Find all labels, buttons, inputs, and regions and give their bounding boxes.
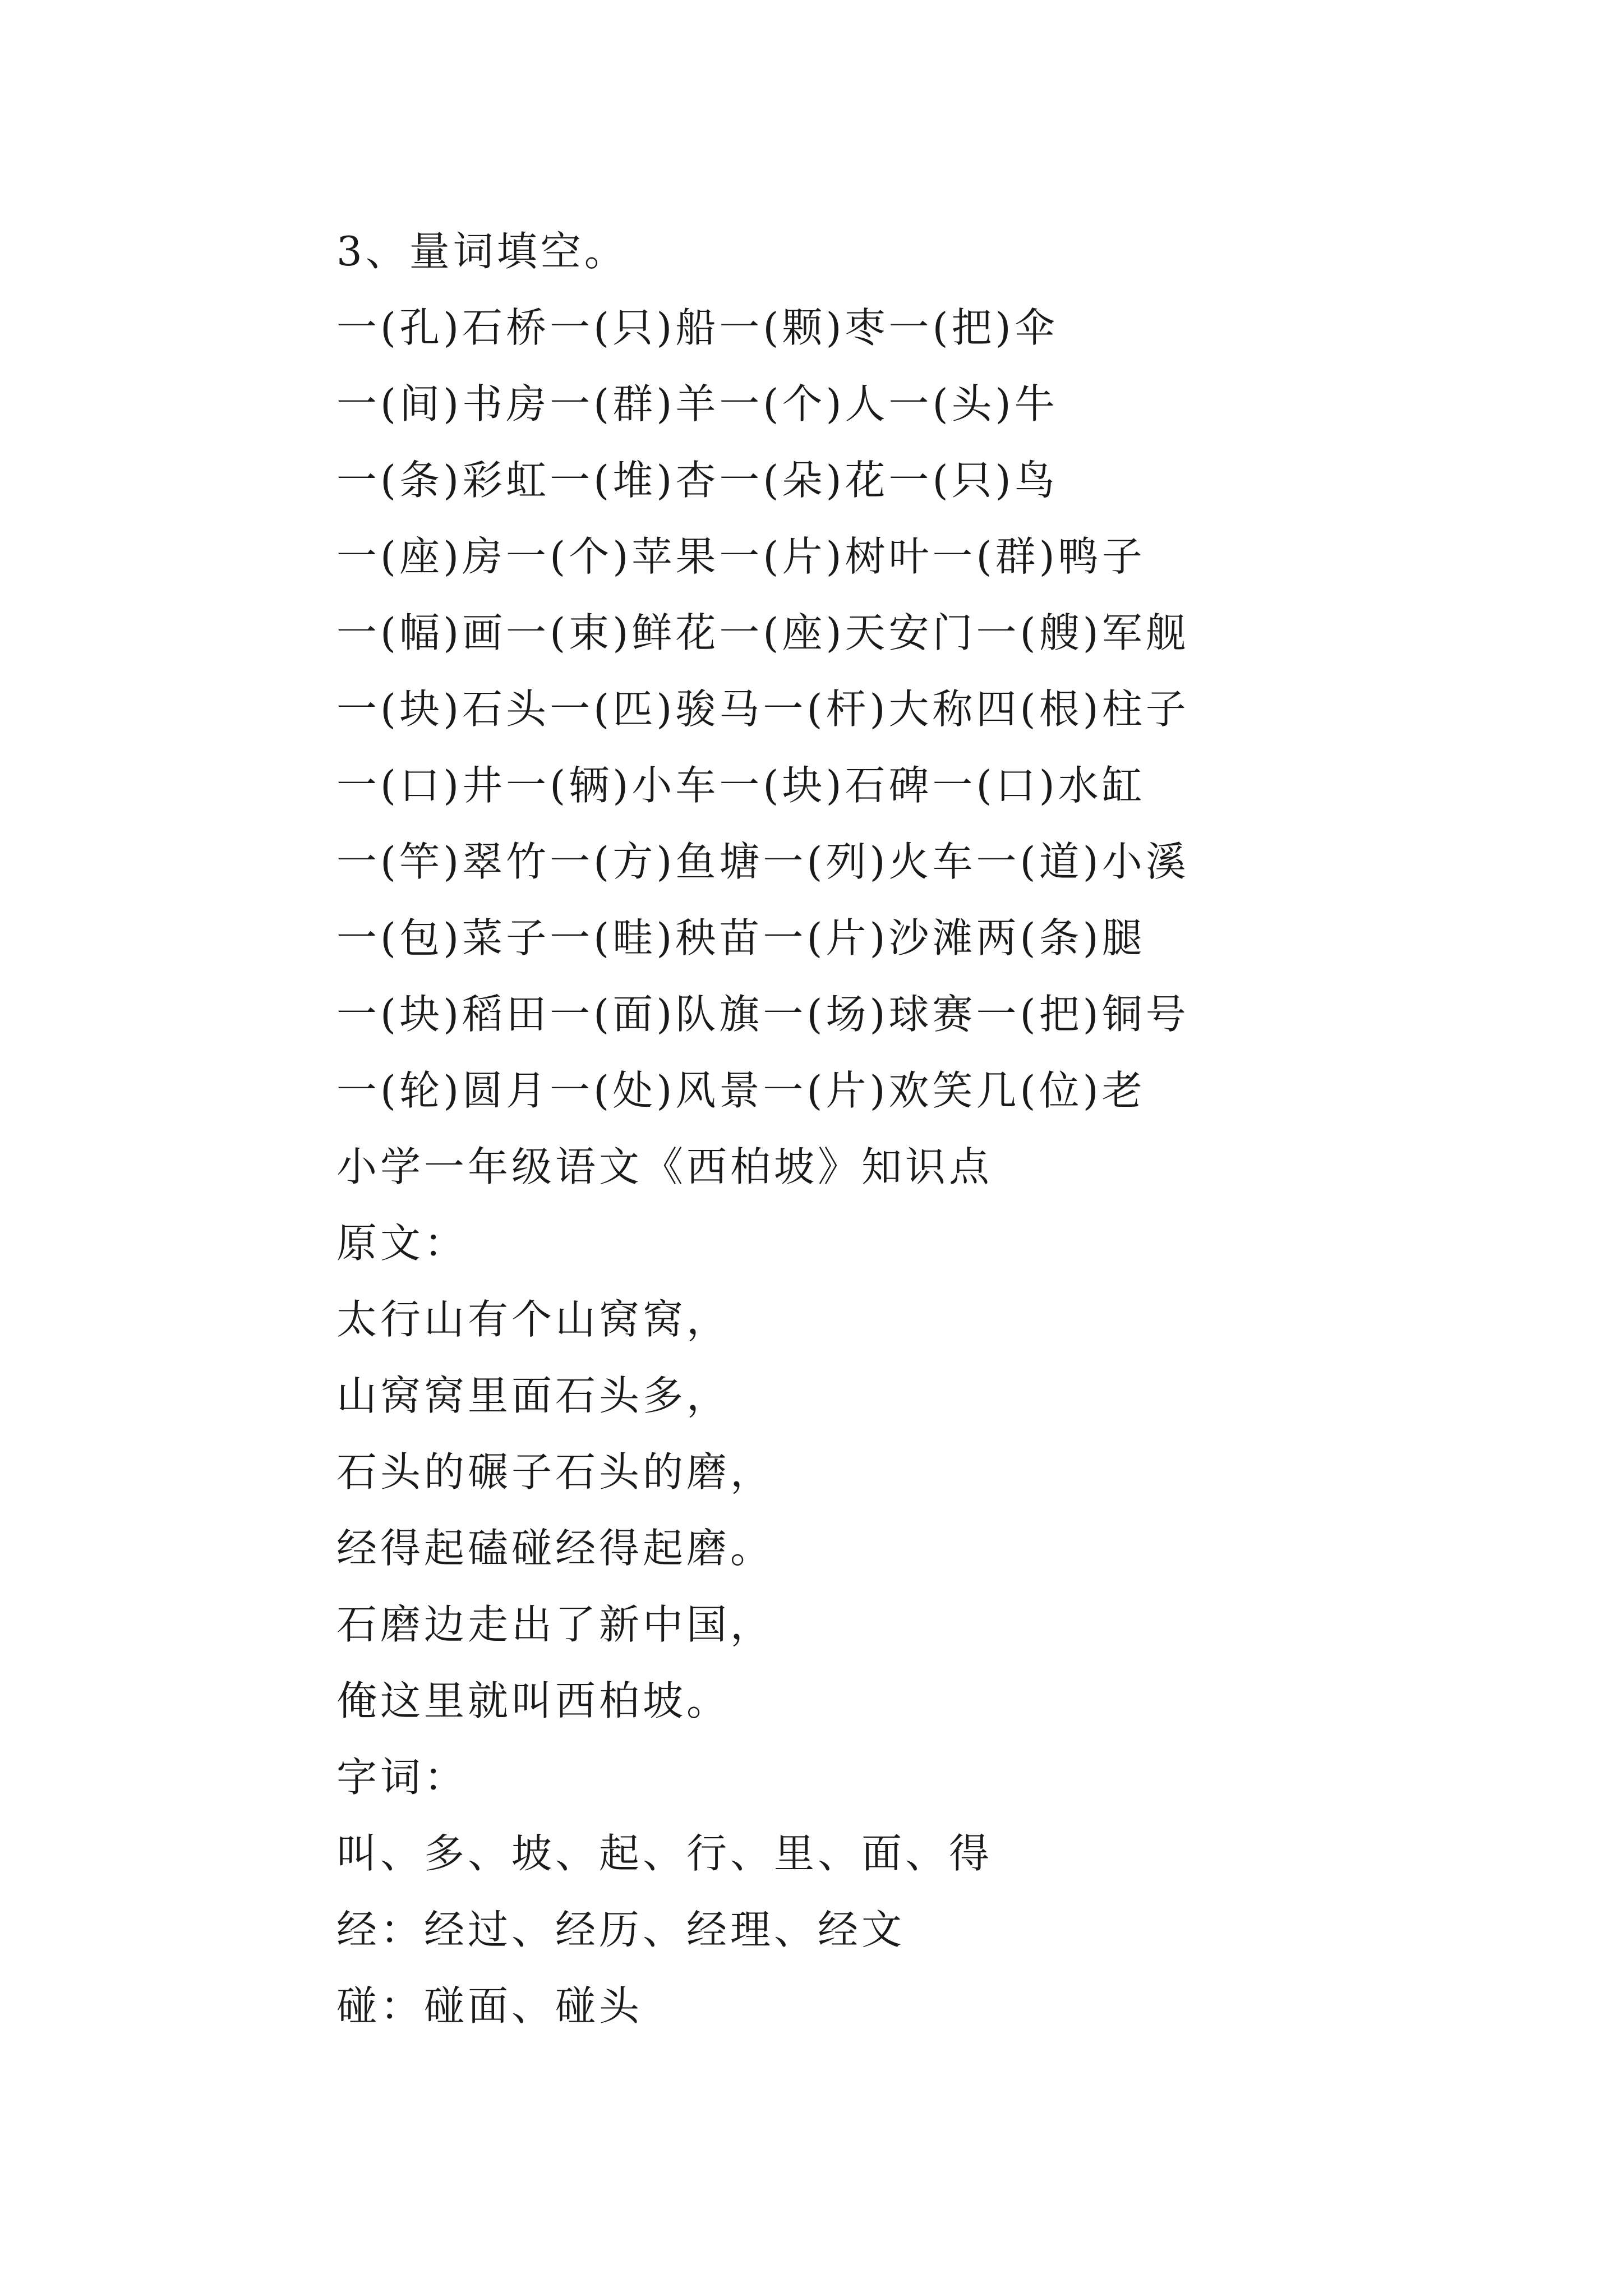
subheading-vocabulary: 字词： (336, 1754, 468, 1801)
text-line: 一(间)书房一(群)羊一(个)人一(头)牛 (336, 380, 1058, 427)
text-line: 叫、多、坡、起、行、里、面、得 (336, 1830, 993, 1877)
text-line: 一(轮)圆月一(处)风景一(片)欢笑几(位)老 (336, 1067, 1146, 1114)
text-line: 一(包)菜子一(畦)秧苗一(片)沙滩两(条)腿 (336, 914, 1146, 961)
text-line: 经：经过、经历、经理、经文 (336, 1906, 906, 1953)
text-line: 一(条)彩虹一(堆)杏一(朵)花一(只)鸟 (336, 457, 1058, 504)
section-heading-xibaipo: 小学一年级语文《西柏坡》知识点 (336, 1143, 993, 1190)
text-line: 一(座)房一(个)苹果一(片)树叶一(群)鸭子 (336, 533, 1146, 580)
poem-line: 经得起磕碰经得起磨。 (336, 1525, 774, 1572)
text-line: 一(块)稻田一(面)队旗一(场)球赛一(把)铜号 (336, 991, 1189, 1038)
poem-line: 太行山有个山窝窝， (336, 1296, 731, 1343)
poem-line: 俺这里就叫西柏坡。 (336, 1677, 731, 1724)
poem-line: 石头的碾子石头的磨， (336, 1448, 774, 1496)
text-line: 一(口)井一(辆)小车一(块)石碑一(口)水缸 (336, 762, 1146, 809)
poem-line: 山窝窝里面石头多， (336, 1372, 731, 1419)
document-body (336, 213, 1514, 2044)
text-line: 一(竿)翠竹一(方)鱼塘一(列)火车一(道)小溪 (336, 838, 1189, 885)
poem-line: 石磨边走出了新中国， (336, 1601, 774, 1648)
text-line: 碰：碰面、碰头 (336, 1982, 643, 2030)
section-heading-measure-words: 3、量词填空。 (336, 228, 628, 275)
subheading-original-text: 原文： (336, 1220, 468, 1267)
text-line: 一(块)石头一(匹)骏马一(杆)大称四(根)柱子 (336, 685, 1189, 733)
text-line: 一(幅)画一(束)鲜花一(座)天安门一(艘)军舰 (336, 609, 1189, 656)
text-line: 一(孔)石桥一(只)船一(颗)枣一(把)伞 (336, 304, 1058, 351)
